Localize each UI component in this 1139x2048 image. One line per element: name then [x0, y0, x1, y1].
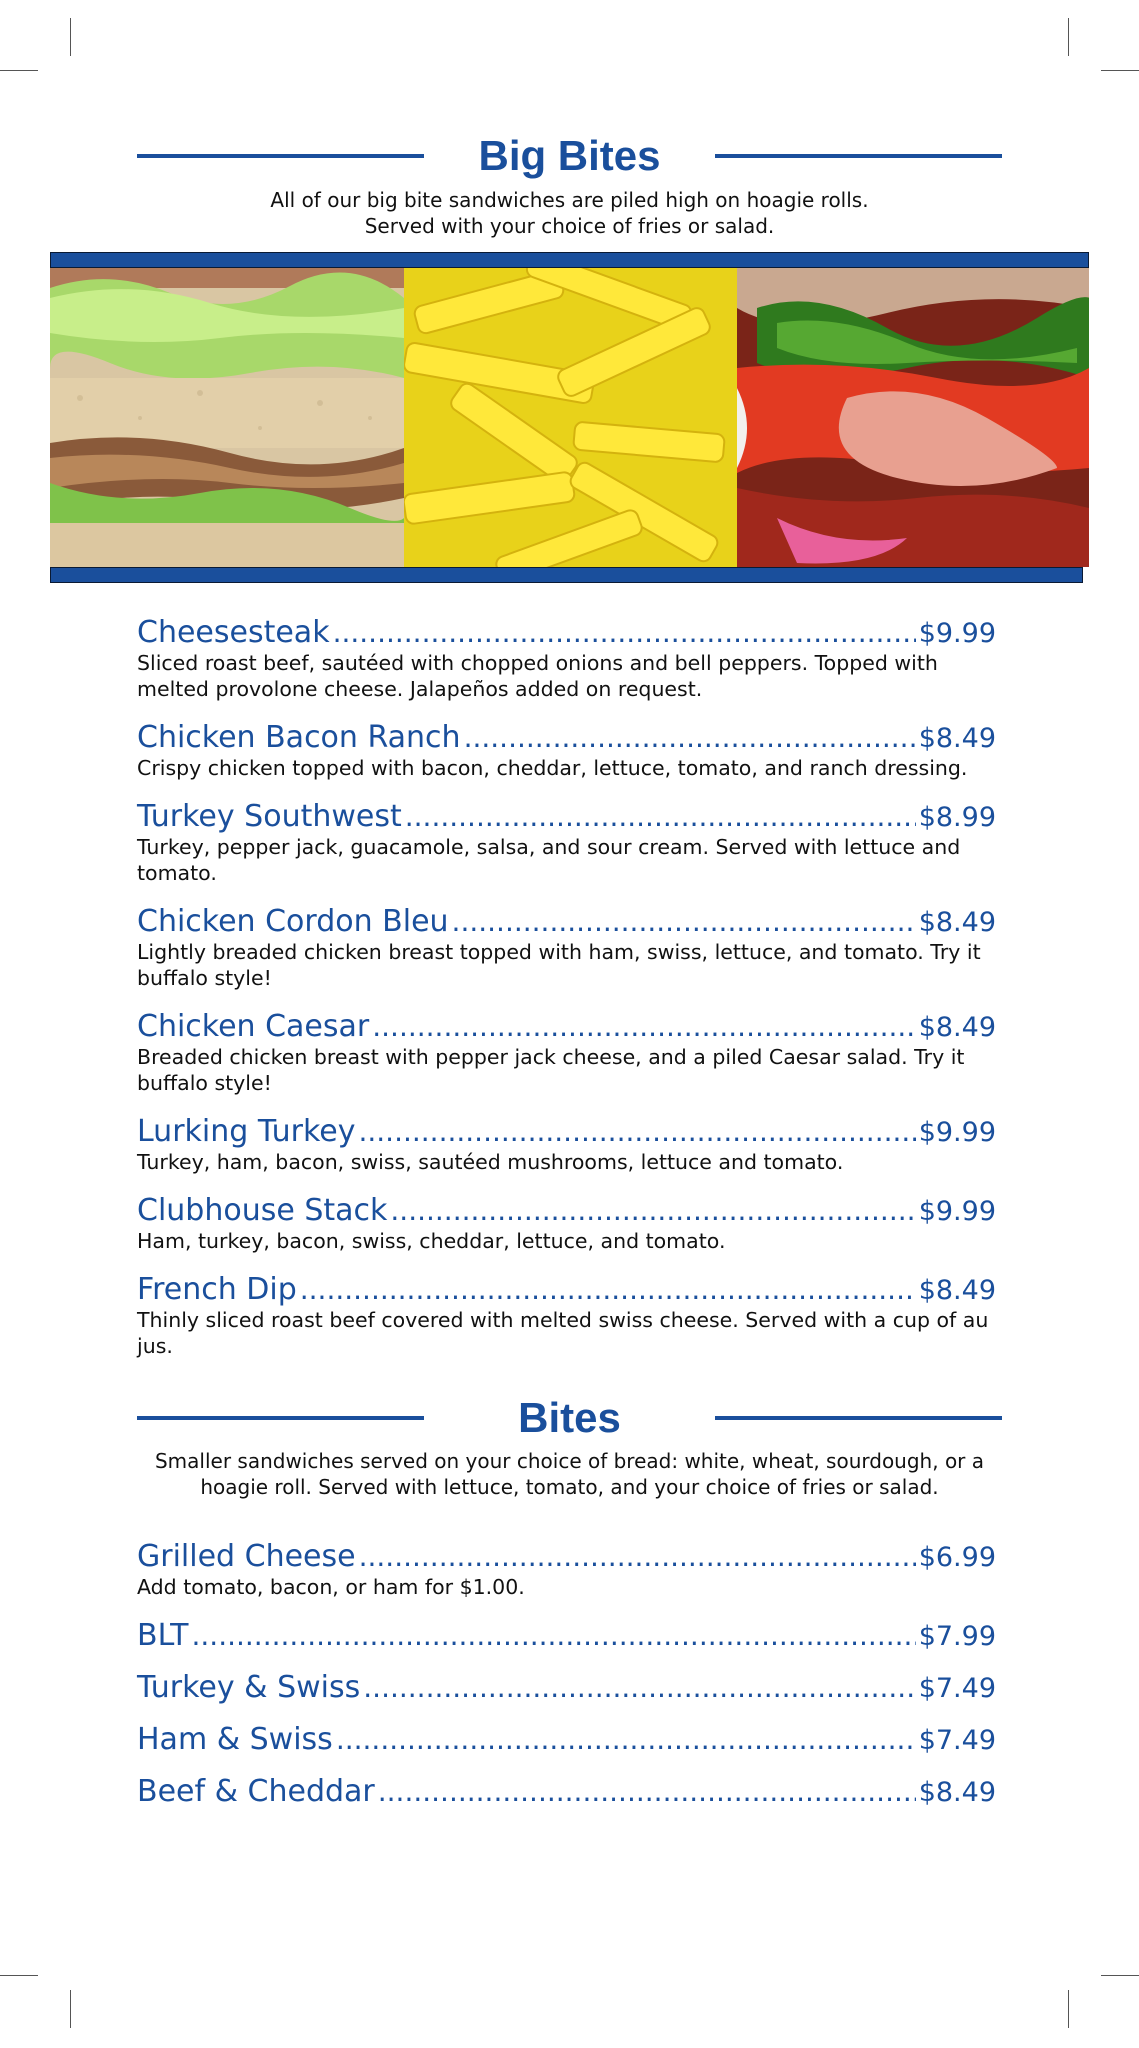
menu-item — [137, 1722, 1002, 1759]
item-description: Thinly sliced roast beef covered with melted swiss cheese. Served with a cup of au jus. — [137, 1308, 989, 1358]
dot-leader — [192, 1618, 916, 1654]
item-description: Lightly breaded chicken breast topped with ham, swiss, lettuce, and tomato. Try it buffalo style! — [137, 940, 981, 990]
header-rule-right — [715, 1416, 1002, 1420]
item-price: $9.99 — [918, 1196, 996, 1227]
bites-title: Bites — [518, 1394, 621, 1441]
item-description: Ham, turkey, bacon, swiss, cheddar, lettuce, and tomato. — [137, 1229, 726, 1253]
item-name: Clubhouse Stack — [137, 1193, 388, 1228]
item-price: $9.99 — [918, 618, 996, 649]
menu-item — [137, 1774, 1002, 1811]
big-bites-menu — [137, 615, 1002, 1359]
dot-leader — [333, 615, 916, 651]
band-stripe-bottom — [50, 567, 1083, 583]
menu-item — [137, 1618, 1002, 1655]
item-description: Sliced roast beef, sautéed with chopped onions and bell peppers. Topped with melted provolone cheese. Jalapeños added on request. — [137, 651, 938, 701]
bites-menu — [137, 1539, 1002, 1811]
dot-leader — [358, 1114, 915, 1150]
crop-mark — [0, 1975, 38, 1976]
menu-item — [137, 1009, 1002, 1096]
item-name: Grilled Cheese — [137, 1539, 356, 1574]
item-price: $6.99 — [918, 1542, 996, 1573]
item-name: French Dip — [137, 1272, 297, 1307]
dot-leader — [372, 1009, 915, 1045]
crop-mark — [1101, 70, 1139, 71]
item-price: $8.49 — [918, 907, 996, 938]
item-price: $8.99 — [918, 802, 996, 833]
item-description: Breaded chicken breast with pepper jack cheese, and a piled Caesar salad. Try it buffalo style! — [137, 1045, 965, 1095]
dot-leader — [336, 1722, 916, 1758]
item-name: Chicken Cordon Bleu — [137, 904, 449, 939]
item-name: Beef & Cheddar — [137, 1774, 375, 1809]
dot-leader — [300, 1272, 916, 1308]
menu-item — [137, 1193, 1002, 1254]
bites-intro-line: hoagie roll. Served with lettuce, tomato, and your choice of fries or salad. — [200, 1475, 939, 1499]
fries-photo — [404, 268, 737, 567]
crop-mark — [1101, 1975, 1139, 1976]
dot-leader — [390, 1193, 915, 1229]
item-name: BLT — [137, 1618, 189, 1653]
crop-mark — [0, 70, 38, 71]
crop-mark — [70, 1990, 71, 2028]
bites-intro-line: Smaller sandwiches served on your choice of bread: white, wheat, sourdough, or a — [154, 1449, 985, 1473]
dot-leader — [378, 1774, 916, 1810]
dot-leader — [359, 1539, 916, 1575]
band-stripe-top — [50, 252, 1089, 268]
food-photo-band — [50, 252, 1089, 583]
item-price: $7.99 — [918, 1621, 996, 1652]
item-name: Turkey & Swiss — [137, 1670, 361, 1705]
item-name: Turkey Southwest — [137, 799, 402, 834]
item-description: Add tomato, bacon, or ham for $1.00. — [137, 1575, 525, 1599]
menu-item — [137, 720, 1002, 781]
item-name: Chicken Bacon Ranch — [137, 720, 461, 755]
crop-mark — [1068, 1990, 1069, 2028]
header-rule-right — [715, 154, 1002, 158]
item-description: Turkey, pepper jack, guacamole, salsa, and sour cream. Served with lettuce and tomato. — [137, 835, 961, 885]
item-price: $8.49 — [918, 1275, 996, 1306]
item-price: $7.49 — [918, 1725, 996, 1756]
big-bites-title: Big Bites — [478, 132, 661, 179]
bites-intro — [137, 1448, 1002, 1500]
menu-item — [137, 1670, 1002, 1707]
crop-mark — [70, 18, 71, 56]
item-price: $9.99 — [918, 1117, 996, 1148]
dot-leader — [464, 720, 916, 756]
dot-leader — [452, 904, 916, 940]
item-price: $7.49 — [918, 1673, 996, 1704]
crop-mark — [1068, 18, 1069, 56]
item-price: $8.49 — [918, 723, 996, 754]
item-name: Chicken Caesar — [137, 1009, 370, 1044]
big-bites-intro-line: All of our big bite sandwiches are piled high on hoagie rolls. — [270, 188, 869, 212]
item-price: $8.49 — [918, 1777, 996, 1808]
item-description: Crispy chicken topped with bacon, cheddar, lettuce, tomato, and ranch dressing. — [137, 756, 968, 780]
menu-item — [137, 615, 1002, 702]
item-price: $8.49 — [918, 1012, 996, 1043]
dot-leader — [363, 1670, 915, 1706]
menu-item — [137, 1114, 1002, 1175]
item-name: Cheesesteak — [137, 615, 330, 650]
bites-header — [137, 1392, 1002, 1444]
big-bites-intro — [137, 187, 1002, 239]
item-description: Turkey, ham, bacon, swiss, sautéed mushrooms, lettuce and tomato. — [137, 1150, 844, 1174]
dot-leader — [405, 799, 916, 835]
item-name: Ham & Swiss — [137, 1722, 333, 1757]
menu-item — [137, 1272, 1002, 1359]
menu-item — [137, 799, 1002, 886]
menu-item — [137, 1539, 1002, 1600]
sandwich-photo — [50, 268, 404, 567]
sandwich-closeup-photo — [737, 268, 1089, 567]
menu-item — [137, 904, 1002, 991]
big-bites-intro-line: Served with your choice of fries or salad. — [364, 214, 775, 238]
big-bites-header — [137, 130, 1002, 182]
item-name: Lurking Turkey — [137, 1114, 356, 1149]
